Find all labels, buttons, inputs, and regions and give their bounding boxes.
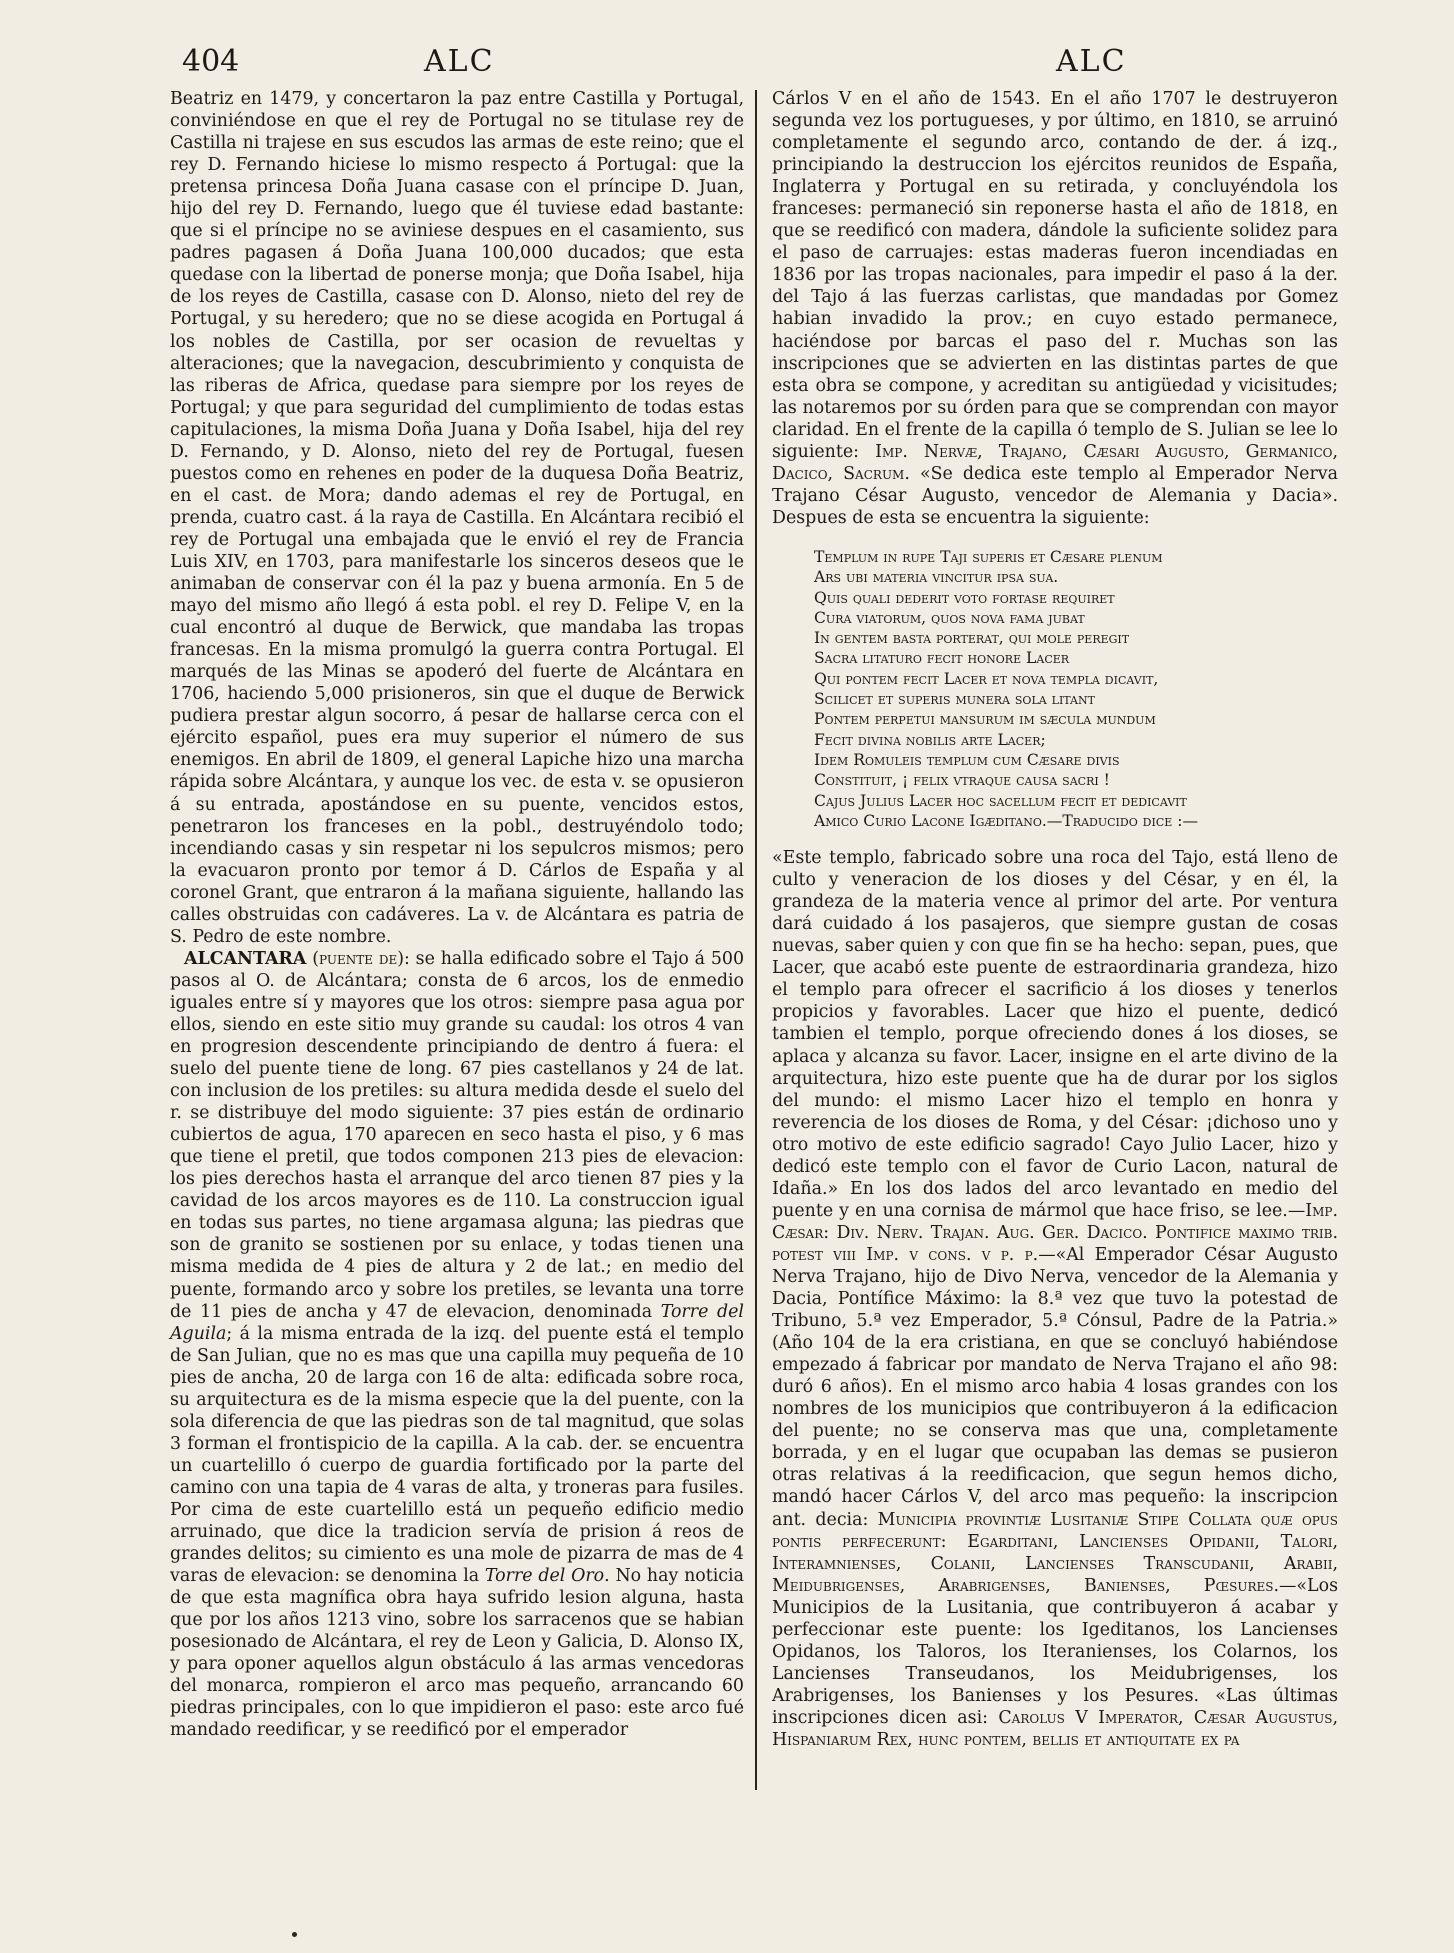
inscription-line: Ars ubi materia vincitur ipsa sua. — [814, 568, 1059, 587]
entry-text-3: . No hay noticia de que esta magnífica obra haya sufrido lesion alguna, hasta que por los años 1213 vino, sobre los sarracenos que se habian posesionado de Alcántara, el rey de Leon y Galicia, D. Alonso IX, y para oponer aquellos algun obstáculo á las armas vencedoras del monarca, rompieron el arco mas pequeño, arrancando 60 piedras principales, con lo que impidieron el paso: este arco fué mandado reedificar, y se reedificó por el emperador — [170, 1566, 744, 1741]
print-speck — [292, 1932, 297, 1937]
municipia-inscription-latin: Municipia provintiæ Lusitaniæ Stipe Collata quæ opus pontis perfecerunt: Egarditani, Lancienses Opidanii, Talori, Interamnienses, Colanii, Lancienses Transcudanii, Arabii, Meidubrigenses, Arabrigenses, Banienses, Pœsures. — [772, 1509, 1338, 1596]
inscription-line: In gentem basta porterat, qui mole peregit — [814, 629, 1130, 648]
right-column — [772, 88, 1338, 1751]
entry-headword: ALCANTARA — [184, 948, 307, 969]
inscription-line: Templum in rupe Taji superis et Cæsare plenum — [814, 547, 1163, 566]
inscription-line: Quis quali dederit voto fortase requiret — [814, 588, 1115, 607]
inscription-line: Pontem perpetui mansurum im sæcula mundum — [814, 710, 1156, 729]
inscription-line: Scilicet et superis munera sola litant — [814, 690, 1095, 709]
inscription-line: Sacra litaturo fecit honore Lacer — [814, 649, 1070, 668]
page-header — [0, 44, 1454, 84]
torre-aguila-term: Torre del Aguila — [170, 1301, 744, 1344]
entry-text-2: ; á la misma entrada de la izq. del puente está el templo de San Julian, que no es mas que una capilla muy pequeña de 10 pies de ancha, 20 de larga con 16 de alta: edificada sobre roca, su arquitectura es de la misma especie que la del puente, con la sola diferencia de que las piedras son de tal magnitud, que solas 3 forman el frontispicio de la capilla. A la cab. der. se encuentra un cuartelillo ó cuerpo de guardia fortificado por la parte del camino con una tapia de 4 varas de alta, y troneras para fusiles. Por cima de este cuartelillo está un pequeño edificio medio arruinado, que dice la tradicion servía de prision á reos de grandes delitos; su cimiento es una mole de pizarra de mas de 4 varas de elevacion: se denomina la — [170, 1323, 744, 1587]
running-head-right: ALC — [1056, 44, 1127, 79]
inscription-line: Cajus Julius Lacer hoc sacellum fecit et dedicavit — [814, 791, 1187, 810]
arch-inscription-latin: Imp. Cæsar: Div. Nerv. Trajan. Aug. Ger. Dacico. Pontifice maximo trib. potest viii Imp. v cons. v p. p. — [772, 1200, 1338, 1265]
entry-qualifier: (puente de) — [312, 948, 404, 969]
right-text-1-end: «Se dedica este templo al Emperador Nerva Trajano César Augusto, vencedor de Alemania y Dacia». Despues de esta se encuentra la siguiente: — [772, 463, 1338, 528]
entry-alcantara-puente — [170, 948, 744, 1742]
torre-oro-term: Torre del Oro — [484, 1566, 605, 1587]
right-paragraph-2 — [772, 847, 1338, 1751]
right-paragraph-1 — [772, 88, 1338, 529]
column-divider — [755, 90, 757, 1790]
inscription-line: Amico Curio Lacone Igæditano.—Traducido dice :— — [814, 811, 1199, 830]
right-text-3: —«Al Emperador César Augusto Nerva Trajano, hijo de Divo Nerva, vencedor de la Alemania y Dacia, Pontífice Máximo: la 8.ª vez que tuvo la potestad de Tribuno, 5.ª vez Emperador, 5.ª Cónsul, Padre de la Patria.» (Año 104 de la era cristiana, en que se concluyó habiéndose empezado á fabricar por mandato de Nerva Trajano el año 98: duró 6 años). En el mismo arco habia 4 losas grandes con los nombres de los municipios que contribuyeron á la edificacion del puente; no se conserva mas que una, completamente borrada, y en el lugar que ocupaban las demas se pusieron otras relativas á la reedificacion, que segun hemos dicho, mandó hacer Cárlos V, del arco mas pequeño: la inscripcion ant. decia: — [772, 1244, 1339, 1530]
right-text-1: Cárlos V en el año de 1543. En el año 1707 le destruyeron segunda vez los portugueses, y por último, en 1810, se arruinó completamente el segundo arco, contando de der. á izq., principiando la destruccion los ejércitos reunidos de España, Inglaterra y Portugal en su retirada, y concluyéndola los franceses: permaneció sin reponerse hasta el año de 1818, en que se reedificó con madera, dándole la suficiente solidez para el paso de carruajes: estas maderas fueron incendiadas en 1836 por las tropas nacionales, para impedir el paso á la der. del Tajo á las fuerzas carlistas, que mandadas por Gomez habian invadido la prov.; en cuyo estado permanece, haciéndose por barcas el paso del r. Muchas son las inscripciones que se advierten en las distintas partes de que esta obra se compone, y acreditan su antigüedad y vicisitudes; las notaremos por su órden para que se comprendan con mayor claridad. En el frente de la capilla ó templo de S. Julian se lee lo siguiente: — [772, 89, 1338, 462]
translation-text: «Este templo, fabricado sobre una roca del Tajo, está lleno de culto y veneracion de los dioses y del César, y en él, la grandeza de la materia vence al primor del arte. Por ventura dará cuidado á los pasajeros, que siempre gustan de cosas nuevas, saber quien y con que fin se ha hecho: sepan, pues, que Lacer, que acabó este puente de estraordinaria grandeza, hizo el templo para ofrecer el sacrificio á los dioses y tenerlos propicios y favorables. Lacer que hizo el puente, dedicó tambien el templo, porque ofreciendo dones á los dioses, se aplaca y alcanza su favor. Lacer, insigne en el arte divino de la arquitectura, hizo este puente que ha de durar por los siglos del mundo: el mismo Lacer hizo el templo en honra y reverencia de los dioses de Roma, y del César: ¡dichoso uno y otro motivo de este edificio sagrado! Cayo Julio Lacer, hizo y dedicó este templo con el favor de Curio Lacon, natural de Idaña.» En los dos lados del arco levantado en medio del puente y en una cornisa de mármol que hace friso, se lee.— — [772, 848, 1338, 1221]
inscription-line: Cura viatorum, quos nova fama jubat — [814, 608, 1085, 627]
inscription-line: Constituit, ¡ felix vtraque causa sacri ! — [814, 771, 1110, 790]
entry-text-1: : se halla edificado sobre el Tajo á 500 pasos al O. de Alcántara; consta de 6 arcos, los de enmedio iguales entre sí y mayores que los otros: siempre pasa agua por ellos, siendo en este sitio muy grande su caudal: los otros 4 van en progresion descendente principiando de dentro á fuera: el suelo del puente tiene de long. 67 pies castellanos y 24 de lat. con inclusion de los pretiles: su altura medida desde el suelo del r. se distribuye del modo siguiente: 37 pies están de ordinario cubiertos de agua, 170 aparecen en seco hasta el piso, y 6 mas que tiene el pretil, que todos componen 213 pies de elevacion: los pies derechos hasta el arranque del arco tienen 87 pies y la cavidad de los arcos mayores es de 110. La construccion igual en todas sus partes, no tiene argamasa alguna; las piedras que son de granito se sostienen por su enlace, y todas tienen una misma medida de 4 pies de altura y 2 de lat.; en medio del puente, formando arco y sobre los pretiles, se levanta una torre de 11 pies de ancha y 47 de elevacion, denominada — [170, 948, 745, 1322]
inscription-line: Qui pontem fecit Lacer et nova templa dicavit, — [814, 669, 1159, 688]
carolus-inscription-latin: Carolus V Imperator, Cæsar Augustus, Hispaniarum Rex, hunc pontem, bellis et antiquitate ex pa — [772, 1707, 1338, 1750]
left-paragraph-1: Beatriz en 1479, y concertaron la paz entre Castilla y Portugal, conviniéndose en que el rey de Portugal no se titulase rey de Castilla ni trajese en sus escudos las armas de este reino; que el rey D. Fernando hiciese lo mismo respecto á Portugal: que la pretensa princesa Doña Juana casase con el príncipe D. Juan, hijo del rey D. Fernando, luego que él tuviese edad bastante: que si el príncipe no se aviniese despues en el casamiento, sus padres pagasen á Doña Juana 100,000 ducados; que esta quedase con la libertad de ponerse monja; que Doña Isabel, hija de los reyes de Castilla, casase con D. Alonso, nieto del rey de Portugal, y su heredero; que no se diese acogida en Portugal á los nobles de Castilla, por ser ocasion de revueltas y alteraciones; que la navegacion, descubrimiento y conquista de las riberas de Africa, quedase para siempre por los reyes de Portugal; y que para seguridad del cumplimiento de todas estas capitulaciones, la misma Doña Juana y Doña Isabel, hija del rey D. Fernando, y D. Alonso, nieto del rey de Portugal, fuesen puestos como en rehenes en poder de la duquesa Doña Beatriz, en el cast. de Mora; dando ademas el rey de Portugal, en prenda, cuatro cast. á la raya de Castilla. En Alcántara recibió el rey de Portugal una embajada que le envió el rey de Francia Luis XIV, en 1703, para manifestarle los sinceros deseos que le animaban de conservar con él la paz y buena armonía. En 5 de mayo del mismo año llegó á esta pobl. el rey D. Felipe V, en la cual encontró al duque de Berwick, que mandaba las tropas francesas. En la misma promulgó la guerra contra Portugal. El marqués de las Minas se apoderó del fuerte de Alcántara en 1706, haciendo 5,000 prisioneros, sin que el duque de Berwick pudiera prestar algun socorro, á pesar de hallarse cerca con el ejército español, pues era muy superior el número de sus enemigos. En abril de 1809, el general Lapiche hizo una marcha rápida sobre Alcántara, y aunque los vec. de esta v. se opusieron á su entrada, apostándose en su puente, vencidos estos, penetraron los franceses en la pobl., destruyéndolo todo; incendiando casas y sin respetar ni los sepulcros mismos; pero la evacuaron pronto por temor á D. Cárlos de España y al coronel Grant, que entraron á la mañana siguiente, hallando las calles obstruidas con cadáveres. La v. de Alcántara es patria de S. Pedro de este nombre. — [170, 89, 744, 947]
latin-inscription — [814, 547, 1338, 831]
page-number: 404 — [182, 44, 240, 79]
dedication-latin: Imp. Nervæ, Trajano, Cæsari Augusto, Germanico, Dacico, Sacrum. — [772, 441, 1339, 484]
right-text-4: —«Los Municipios de la Lusitania, que contribuyeron á acabar y perfeccionar este puente: los Igeditanos, los Lancienses Opidanos, los Taloros, los Iteranienses, los Colarnos, los Lancienses Transeudanos, los Meidubrigenses, los Arabrigenses, los Banienses y los Pesures. «Las últimas inscripciones dicen asi: — [772, 1575, 1338, 1728]
running-head-left: ALC — [424, 44, 495, 79]
inscription-line: Fecit divina nobilis arte Lacer; — [814, 730, 1046, 749]
inscription-line: Idem Romuleis templum cum Cæsare divis — [814, 750, 1120, 769]
left-column — [170, 88, 744, 1742]
